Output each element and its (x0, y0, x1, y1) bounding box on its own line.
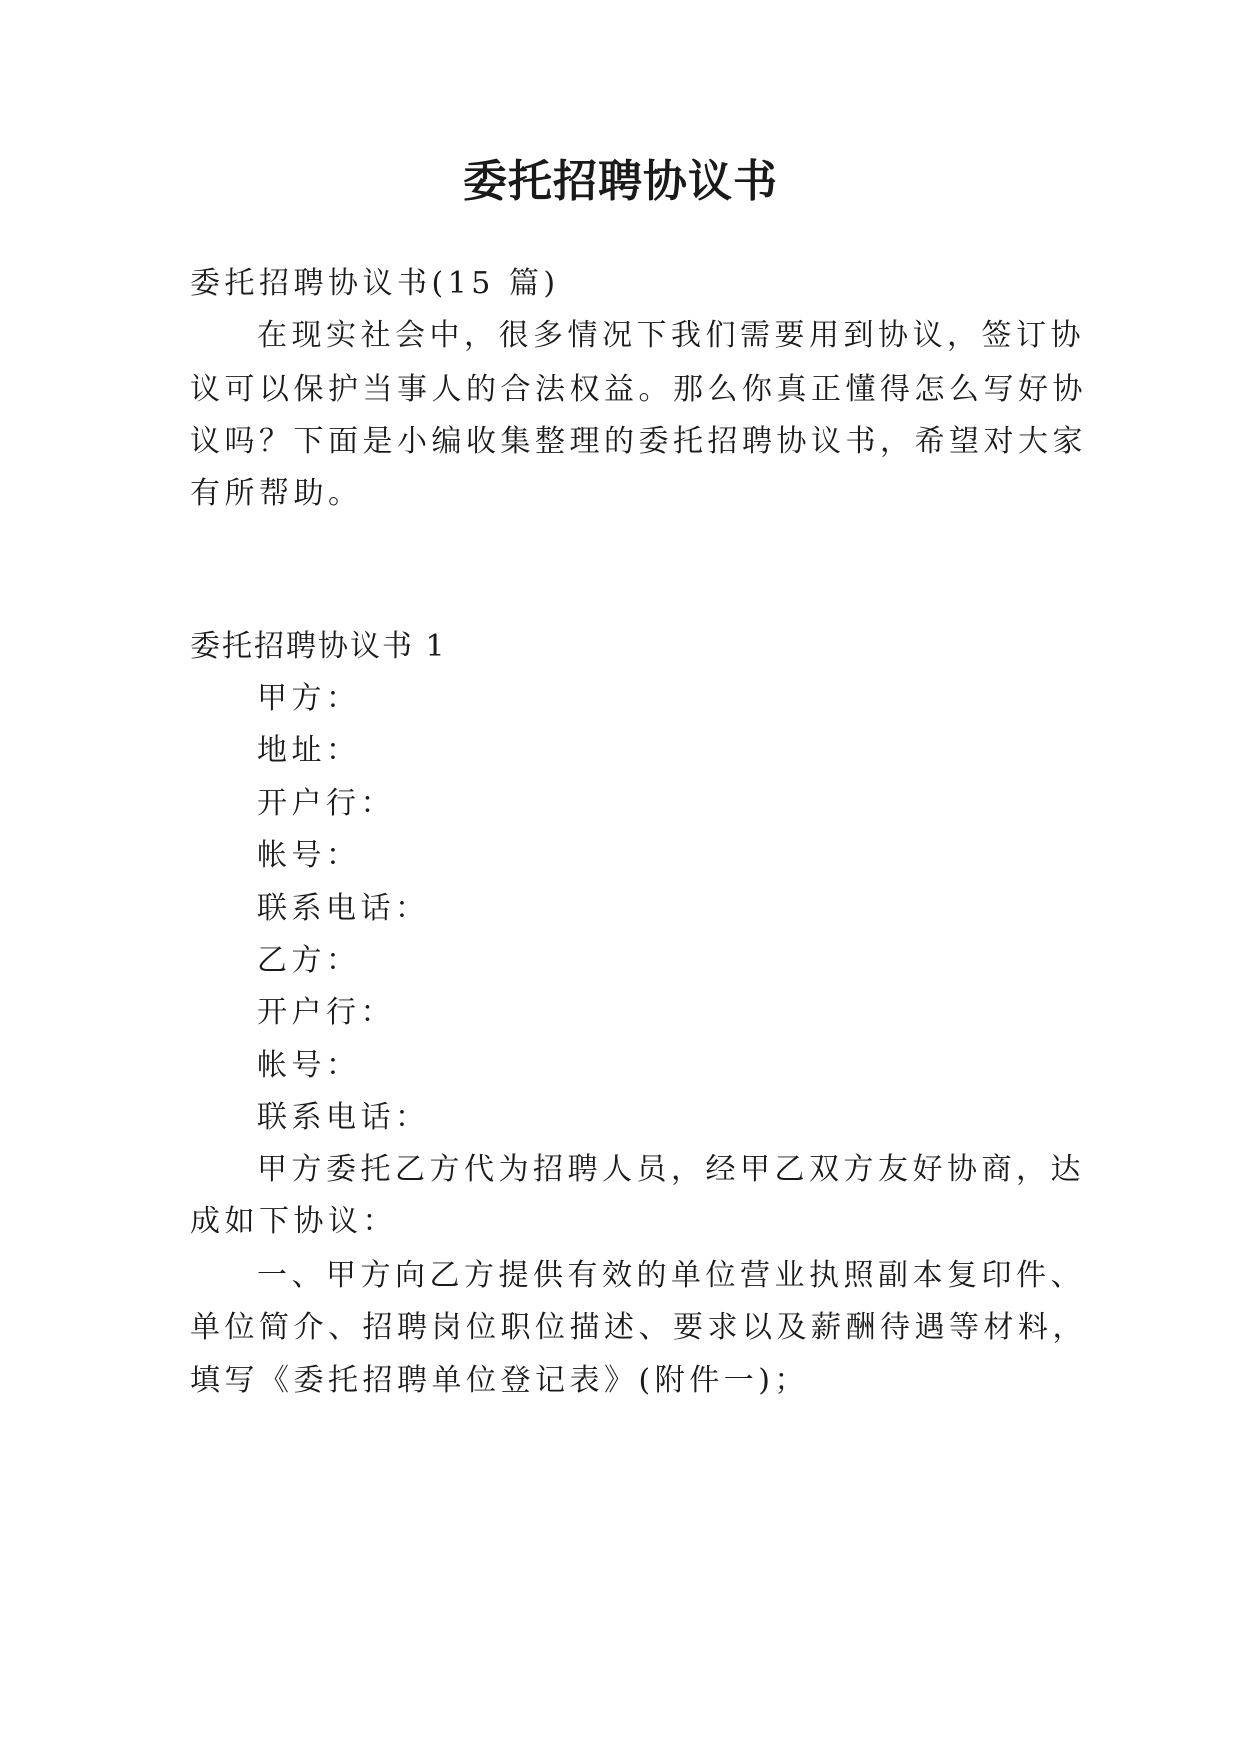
document-heading: 委托招聘协议书(15 篇) (190, 266, 560, 301)
document-title: 委托招聘协议书 (463, 156, 778, 207)
party-b-account-label: 帐号： (257, 1048, 361, 1083)
party-b-label: 乙方： (257, 943, 361, 978)
intro-line: 在现实社会中，很多情况下我们需要用到协议，签订协 (257, 318, 1085, 353)
agreement-line: 成如下协议： (190, 1204, 397, 1239)
intro-line: 有所帮助。 (190, 476, 363, 511)
clause-one-line: 填写《委托招聘单位登记表》(附件一)； (190, 1363, 809, 1398)
clause-one-line: 一、甲方向乙方提供有效的单位营业执照副本复印件、 (257, 1258, 1085, 1293)
party-b-bank-label: 开户行： (257, 995, 395, 1030)
party-a-account-label: 帐号： (257, 838, 361, 873)
agreement-line: 甲方委托乙方代为招聘人员，经甲乙双方友好协商，达 (257, 1152, 1085, 1187)
intro-line: 议可以保护当事人的合法权益。那么你真正懂得怎么写好协 (190, 372, 1087, 407)
party-a-bank-label: 开户行： (257, 786, 395, 821)
clause-one-line: 单位简介、招聘岗位职位描述、要求以及薪酬待遇等材料， (190, 1310, 1087, 1345)
party-a-phone-label: 联系电话： (257, 891, 430, 926)
party-a-address-label: 地址： (257, 733, 361, 768)
party-b-phone-label: 联系电话： (257, 1100, 430, 1135)
party-a-label: 甲方： (257, 681, 361, 716)
intro-line: 议吗？下面是小编收集整理的委托招聘协议书，希望对大家 (190, 424, 1087, 459)
section-title: 委托招聘协议书 1 (190, 629, 447, 664)
